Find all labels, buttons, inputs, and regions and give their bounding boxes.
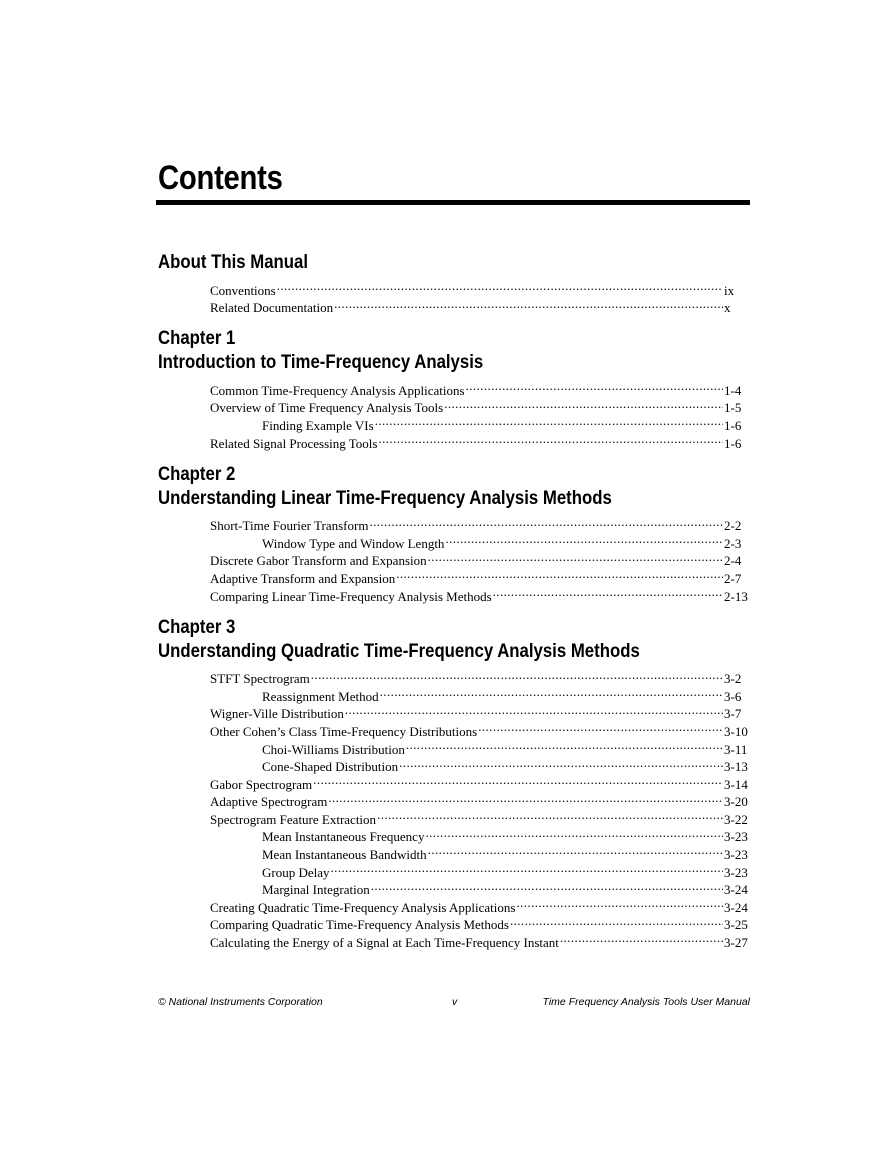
toc-entry-title: Comparing Linear Time-Frequency Analysis Methods [210, 588, 492, 604]
section-heading[interactable]: About This Manual [158, 251, 308, 273]
section-heading[interactable]: Introduction to Time-Frequency Analysis [158, 351, 484, 374]
toc-entry[interactable] [210, 277, 750, 298]
chapter-number[interactable]: Chapter 1 [158, 327, 236, 350]
toc-section [158, 462, 750, 604]
dot-leader [478, 718, 723, 736]
toc-section [158, 615, 750, 951]
dot-leader [378, 430, 723, 448]
toc-entry-page: 3-6 [724, 688, 742, 704]
toc-entry-page: 1-5 [724, 400, 742, 416]
toc-entry-page: 1-6 [724, 417, 742, 433]
toc-entry-page: 3-24 [724, 899, 748, 915]
toc-section [158, 326, 750, 451]
toc-entry-title: Adaptive Transform and Expansion [210, 570, 396, 586]
dot-leader [399, 754, 723, 772]
dot-leader [428, 841, 723, 859]
toc-entry-page: 3-24 [724, 882, 748, 898]
dot-leader [396, 565, 723, 583]
toc-entry-title: Marginal Integration [262, 882, 370, 898]
toc-entry-page: 3-14 [724, 776, 748, 792]
toc-entry[interactable] [262, 859, 750, 880]
chapter-number[interactable]: Chapter 2 [158, 462, 236, 485]
toc-entry-page: ix [724, 282, 735, 298]
chapter-number[interactable]: Chapter 3 [158, 615, 236, 638]
dot-leader [493, 583, 723, 601]
dot-leader [466, 377, 723, 395]
toc-entry-page: 3-25 [724, 917, 748, 933]
dot-leader [369, 513, 723, 531]
toc-entry[interactable] [262, 683, 750, 704]
toc-entry-title: Conventions [210, 282, 276, 298]
dot-leader [277, 277, 723, 295]
toc-entry-title: Creating Quadratic Time-Frequency Analysis Applications [210, 899, 516, 915]
toc-entry-title: Calculating the Energy of a Signal at Each Time-Frequency Instant [210, 935, 559, 951]
dot-leader [444, 395, 723, 413]
toc-entry-page: 3-23 [724, 847, 748, 863]
toc-entry-page: 3-23 [724, 864, 748, 880]
toc-entry-page: 2-3 [724, 535, 742, 551]
dot-leader [510, 912, 723, 930]
dot-leader [406, 736, 723, 754]
toc-entry-title: Mean Instantaneous Frequency [262, 829, 425, 845]
toc-entry-title: Choi-Williams Distribution [262, 741, 405, 757]
toc-entry-title: Other Cohen’s Class Time-Frequency Distributions [210, 723, 478, 739]
dot-leader [334, 295, 723, 313]
dot-leader [311, 666, 723, 684]
toc-entry-page: 3-23 [724, 829, 748, 845]
toc-entry-title: Related Documentation [210, 300, 334, 316]
toc-entry-page: 3-11 [724, 741, 748, 757]
toc-entry-title: Mean Instantaneous Bandwidth [262, 847, 427, 863]
toc-entry-title: Wigner-Ville Distribution [210, 706, 344, 722]
toc-entry-title: Related Signal Processing Tools [210, 435, 378, 451]
toc-entry-page: x [724, 300, 731, 316]
toc-entry-title: Common Time-Frequency Analysis Applications [210, 382, 465, 398]
toc-entry-page: 3-10 [724, 723, 748, 739]
toc-entry-page: 2-4 [724, 553, 742, 569]
toc-entry-title: Overview of Time Frequency Analysis Tools [210, 400, 444, 416]
dot-leader [371, 877, 723, 895]
toc-entry-title: STFT Spectrogram [210, 671, 310, 687]
toc-entry-title: Adaptive Spectrogram [210, 794, 328, 810]
title-rule [156, 200, 750, 205]
toc-entry-page: 3-13 [724, 759, 748, 775]
dot-leader [445, 530, 723, 548]
toc-entry[interactable] [210, 666, 750, 687]
toc-entry-title: Discrete Gabor Transform and Expansion [210, 553, 427, 569]
section-heading[interactable]: Understanding Linear Time-Frequency Analysis Methods [158, 486, 612, 509]
dot-leader [380, 683, 723, 701]
toc-entry-title: Cone-Shaped Distribution [262, 759, 399, 775]
dot-leader [345, 701, 723, 719]
dot-leader [331, 859, 723, 877]
toc-entry-page: 3-2 [724, 671, 742, 687]
dot-leader [428, 548, 723, 566]
footer-page-number: v [452, 996, 458, 1008]
toc-entry-title: Comparing Quadratic Time-Frequency Analysis Methods [210, 917, 509, 933]
toc-entry-page: 2-13 [724, 588, 748, 604]
toc-entry-title: Group Delay [262, 864, 330, 880]
footer-copyright: © National Instruments Corporation [158, 996, 323, 1008]
dot-leader [516, 894, 723, 912]
toc-entry-page: 3-20 [724, 794, 748, 810]
dot-leader [425, 824, 723, 842]
toc-entry-title: Finding Example VIs [262, 417, 374, 433]
toc-entry-title: Gabor Spectrogram [210, 776, 313, 792]
page-title: Contents [158, 159, 283, 197]
table-of-contents [158, 250, 750, 951]
toc-entry-page: 3-27 [724, 935, 748, 951]
dot-leader [328, 789, 723, 807]
toc-entry-title: Spectrogram Feature Extraction [210, 811, 377, 827]
toc-entry-title: Window Type and Window Length [262, 535, 445, 551]
toc-entry-title: Reassignment Method [262, 688, 379, 704]
toc-entry[interactable] [210, 377, 750, 398]
toc-section [158, 250, 750, 316]
toc-entry-page: 2-7 [724, 570, 742, 586]
toc-entry[interactable] [210, 513, 750, 534]
toc-entry[interactable] [262, 877, 750, 898]
toc-entry-page: 3-22 [724, 811, 748, 827]
dot-leader [375, 412, 723, 430]
dot-leader [560, 929, 723, 947]
section-heading[interactable]: Understanding Quadratic Time-Frequency Analysis Methods [158, 639, 640, 662]
toc-entry-title: Short-Time Fourier Transform [210, 518, 369, 534]
toc-entry-page: 2-2 [724, 518, 742, 534]
toc-entry-page: 1-6 [724, 435, 742, 451]
toc-entry-page: 3-7 [724, 706, 742, 722]
toc-entry-page: 1-4 [724, 382, 742, 398]
footer-manual-title: Time Frequency Analysis Tools User Manual [542, 996, 750, 1008]
dot-leader [377, 806, 723, 824]
dot-leader [313, 771, 723, 789]
toc-entry[interactable] [210, 295, 750, 316]
